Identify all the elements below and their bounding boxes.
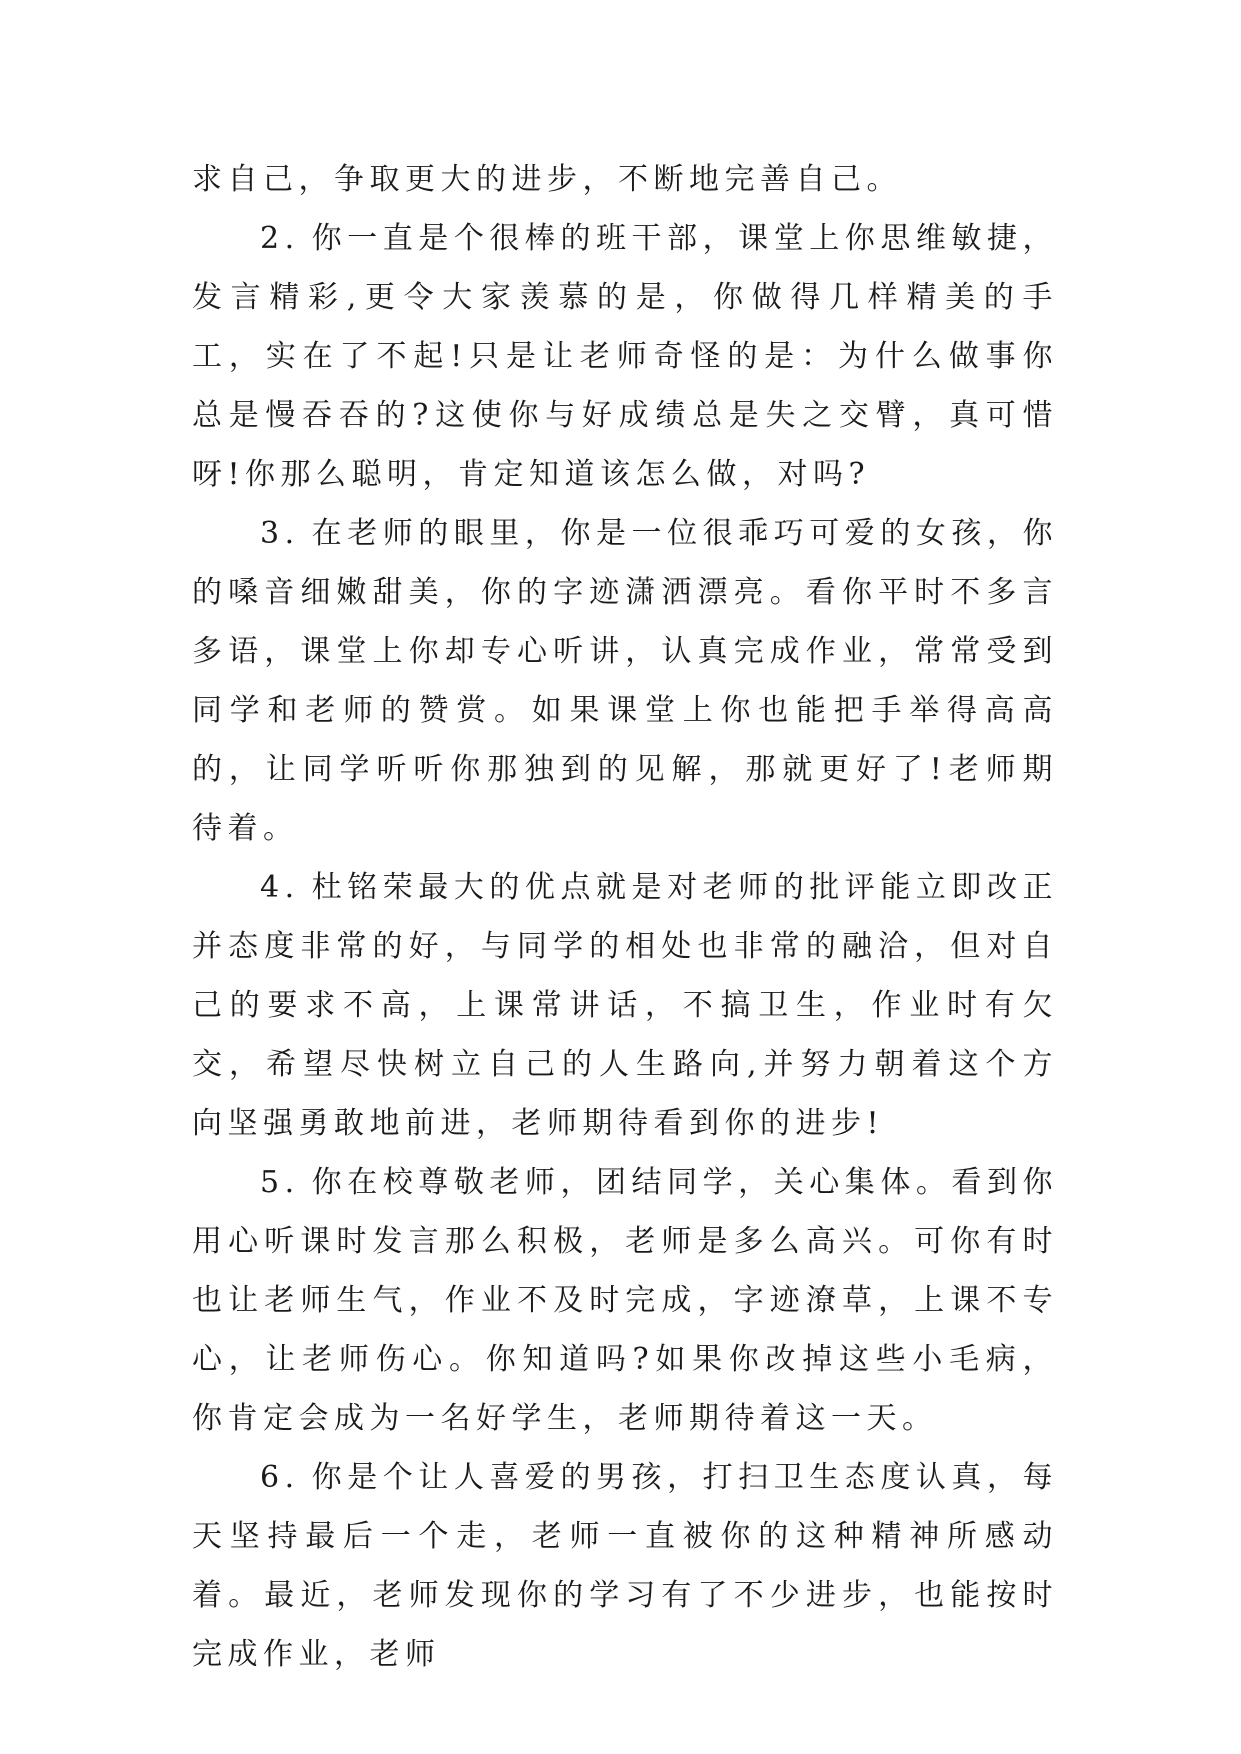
paragraph-text: 在老师的眼里，你是一位很乖巧可爱的女孩，你的嗓音细嫩甜美，你的字迹潇洒漂亮。看你平时不多言多语，课堂上你却专心听讲，认真完成作业，常常受到同学和老师的赞赏。如果课堂上你也能把手举得高高的，让同学听听你那独到的见解，那就更好了!老师期待着。 xyxy=(192,516,1058,846)
paragraph-continuation xyxy=(192,150,1058,209)
paragraph-text: 你是个让人喜爱的男孩，打扫卫生态度认真，每天坚持最后一个走，老师一直被你的这种精神所感动着。最近，老师发现你的学习有了不少进步，也能按时完成作业，老师 xyxy=(192,1460,1058,1672)
document-body xyxy=(192,150,1058,1684)
paragraph-comment-5 xyxy=(192,1153,1058,1448)
paragraph-text: 你在校尊敬老师，团结同学，关心集体。看到你用心听课时发言那么积极，老师是多么高兴。可你有时也让老师生气，作业不及时完成，字迹潦草，上课不专心，让老师伤心。你知道吗?如果你改掉这些小毛病，你肯定会成为一名好学生，老师期待着这一天。 xyxy=(192,1165,1058,1436)
paragraph-number: 2. xyxy=(260,221,300,256)
paragraph-comment-2 xyxy=(192,209,1058,504)
paragraph-text: 求自己，争取更大的进步，不断地完善自己。 xyxy=(192,162,902,197)
paragraph-comment-6 xyxy=(192,1448,1058,1684)
paragraph-number: 5. xyxy=(260,1165,300,1200)
paragraph-number: 4. xyxy=(260,870,300,905)
paragraph-number: 6. xyxy=(260,1460,300,1495)
paragraph-number: 3. xyxy=(260,516,300,551)
paragraph-text: 杜铭荣最大的优点就是对老师的批评能立即改正并态度非常的好，与同学的相处也非常的融洽，但对自己的要求不高，上课常讲话，不搞卫生，作业时有欠交，希望尽快树立自己的人生路向,并努力朝着这个方向坚强勇敢地前进，老师期待看到你的进步! xyxy=(192,870,1058,1141)
paragraph-comment-3 xyxy=(192,504,1058,858)
paragraph-comment-4 xyxy=(192,858,1058,1153)
paragraph-text: 你一直是个很棒的班干部，课堂上你思维敏捷，发言精彩,更令大家羡慕的是，你做得几样精美的手工，实在了不起!只是让老师奇怪的是：为什么做事你总是慢吞吞的?这使你与好成绩总是失之交臂，真可惜呀!你那么聪明，肯定知道该怎么做，对吗? xyxy=(192,221,1058,492)
